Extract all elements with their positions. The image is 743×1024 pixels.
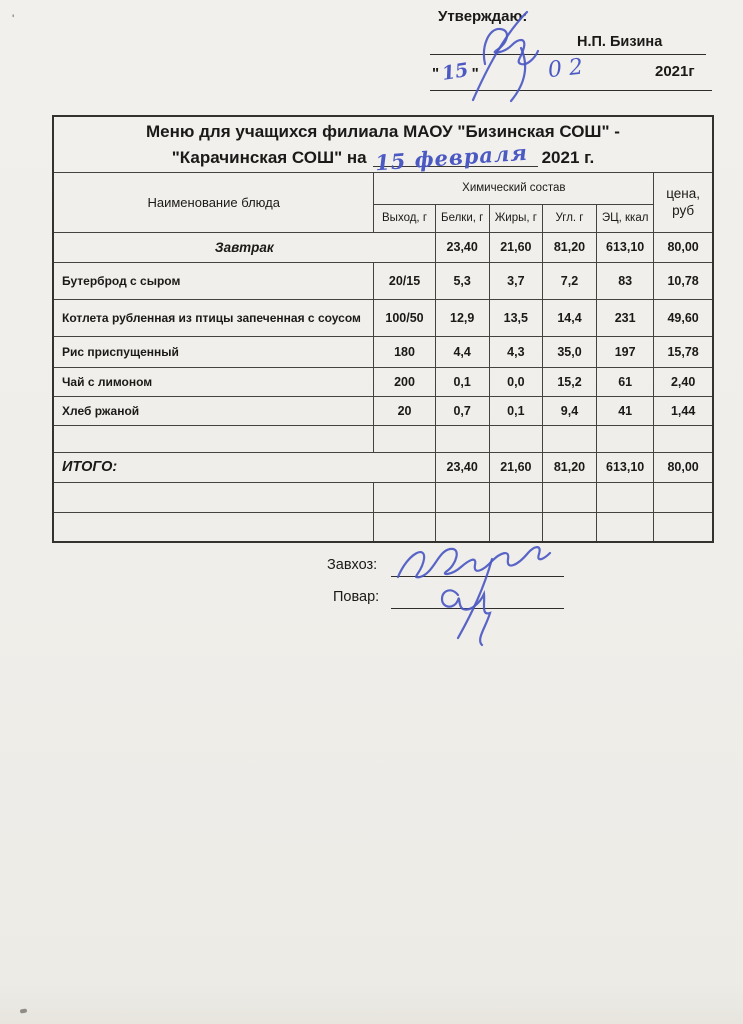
- table-row: [53, 512, 713, 542]
- value-cell: 0,0: [489, 367, 542, 396]
- header-row-groups: [53, 172, 713, 204]
- approve-label: Утверждаю:: [438, 8, 528, 25]
- table-row: [53, 232, 713, 262]
- table-row: [53, 452, 713, 482]
- value-cell: 0,1: [489, 396, 542, 425]
- col-header-ugl: Угл. г: [542, 204, 596, 232]
- value-cell: [597, 425, 654, 452]
- col-header-vyhod: Выход, г: [374, 204, 435, 232]
- table-title-row: [53, 116, 713, 172]
- value-cell: [597, 512, 654, 542]
- menu-title-line2-suffix: 2021 г.: [541, 148, 595, 168]
- dish-name-cell: Котлета рубленная из птицы запеченная с соусом: [53, 299, 374, 336]
- value-cell: [435, 425, 489, 452]
- menu-table-body: [53, 232, 713, 542]
- value-cell: 81,20: [542, 452, 596, 482]
- value-cell: [435, 512, 489, 542]
- dish-name-cell: Рис приспущенный: [53, 336, 374, 367]
- value-cell: 20: [374, 396, 435, 425]
- value-cell: [489, 482, 542, 512]
- value-cell: 80,00: [654, 452, 713, 482]
- value-cell: 9,4: [542, 396, 596, 425]
- value-cell: 12,9: [435, 299, 489, 336]
- table-row: [53, 482, 713, 512]
- value-cell: 4,3: [489, 336, 542, 367]
- value-cell: 3,7: [489, 262, 542, 299]
- handwritten-month: 02: [546, 53, 592, 84]
- value-cell: [654, 425, 713, 452]
- close-quote: ": [471, 65, 479, 82]
- value-cell: 197: [597, 336, 654, 367]
- value-cell: 20/15: [374, 262, 435, 299]
- value-cell: 83: [597, 262, 654, 299]
- handwritten-date-underline: [373, 140, 538, 176]
- dish-name-cell: [53, 482, 374, 512]
- zavhoz-povar-signatures-icon: [388, 533, 573, 658]
- value-cell: 5,3: [435, 262, 489, 299]
- scan-artifact-mark: ': [12, 12, 15, 26]
- value-cell: [654, 482, 713, 512]
- dish-name-cell: Завтрак: [53, 232, 435, 262]
- povar-signature-rule: [391, 608, 564, 609]
- signer-name: Н.П. Бизина: [577, 34, 663, 50]
- value-cell: 14,4: [542, 299, 596, 336]
- value-cell: [489, 425, 542, 452]
- handwritten-day: 15: [440, 59, 471, 85]
- value-cell: [597, 482, 654, 512]
- value-cell: [542, 425, 596, 452]
- value-cell: 21,60: [489, 232, 542, 262]
- value-cell: [489, 512, 542, 542]
- value-cell: [542, 512, 596, 542]
- value-cell: [374, 425, 435, 452]
- value-cell: 15,2: [542, 367, 596, 396]
- value-cell: 7,2: [542, 262, 596, 299]
- value-cell: 23,40: [435, 452, 489, 482]
- value-cell: 613,10: [597, 232, 654, 262]
- menu-title: [53, 116, 713, 176]
- value-cell: 4,4: [435, 336, 489, 367]
- menu-title-line2-prefix: "Карачинская СОШ" на: [171, 148, 367, 168]
- col-header-zhiry: Жиры, г: [489, 204, 542, 232]
- value-cell: 231: [597, 299, 654, 336]
- approval-block: [430, 6, 725, 101]
- open-quote: ": [432, 65, 440, 82]
- value-cell: 0,7: [435, 396, 489, 425]
- menu-table: [52, 115, 714, 543]
- value-cell: 81,20: [542, 232, 596, 262]
- menu-title-line1: Меню для учащихся филиала МАОУ "Бизинская СОШ" -: [146, 122, 620, 141]
- zavhoz-label: Завхоз:: [327, 557, 378, 573]
- zavhoz-signature-rule: [391, 576, 564, 577]
- col-header-ec: ЭЦ, ккал: [597, 204, 654, 232]
- value-cell: 80,00: [654, 232, 713, 262]
- value-cell: 0,1: [435, 367, 489, 396]
- dish-name-cell: Хлеб ржаной: [53, 396, 374, 425]
- value-cell: 2,40: [654, 367, 713, 396]
- dish-name-cell: ИТОГО:: [53, 452, 435, 482]
- value-cell: [542, 482, 596, 512]
- table-row: [53, 396, 713, 425]
- value-cell: [435, 482, 489, 512]
- value-cell: 49,60: [654, 299, 713, 336]
- dish-name-cell: [53, 425, 374, 452]
- handwritten-date: 15 февраля: [373, 140, 529, 176]
- value-cell: 10,78: [654, 262, 713, 299]
- value-cell: 23,40: [435, 232, 489, 262]
- signature-rule-2: [430, 90, 712, 91]
- col-header-price: цена, руб: [654, 172, 713, 232]
- menu-title-line2: [54, 140, 712, 176]
- table-row: [53, 367, 713, 396]
- value-cell: 200: [374, 367, 435, 396]
- value-cell: 180: [374, 336, 435, 367]
- value-cell: 15,78: [654, 336, 713, 367]
- povar-label: Повар:: [333, 589, 380, 605]
- table-row: [53, 262, 713, 299]
- value-cell: [654, 512, 713, 542]
- scan-artifact-speck: [20, 1008, 28, 1013]
- dish-name-cell: [53, 512, 374, 542]
- value-cell: [374, 482, 435, 512]
- table-row: [53, 299, 713, 336]
- menu-table-head: [53, 116, 713, 232]
- table-row: [53, 425, 713, 452]
- signature-rule-1: [430, 54, 706, 55]
- value-cell: 21,60: [489, 452, 542, 482]
- value-cell: 41: [597, 396, 654, 425]
- date-day-field: [432, 61, 479, 83]
- value-cell: 100/50: [374, 299, 435, 336]
- value-cell: 613,10: [597, 452, 654, 482]
- value-cell: 35,0: [542, 336, 596, 367]
- value-cell: 1,44: [654, 396, 713, 425]
- col-header-belki: Белки, г: [435, 204, 489, 232]
- col-header-chem-group: Химический состав: [374, 172, 654, 204]
- value-cell: 61: [597, 367, 654, 396]
- dish-name-cell: Бутерброд с сыром: [53, 262, 374, 299]
- dish-name-cell: Чай с лимоном: [53, 367, 374, 396]
- value-cell: [374, 512, 435, 542]
- table-row: [53, 336, 713, 367]
- year-label: 2021г: [655, 63, 695, 80]
- value-cell: 13,5: [489, 299, 542, 336]
- col-header-dish: Наименование блюда: [53, 172, 374, 232]
